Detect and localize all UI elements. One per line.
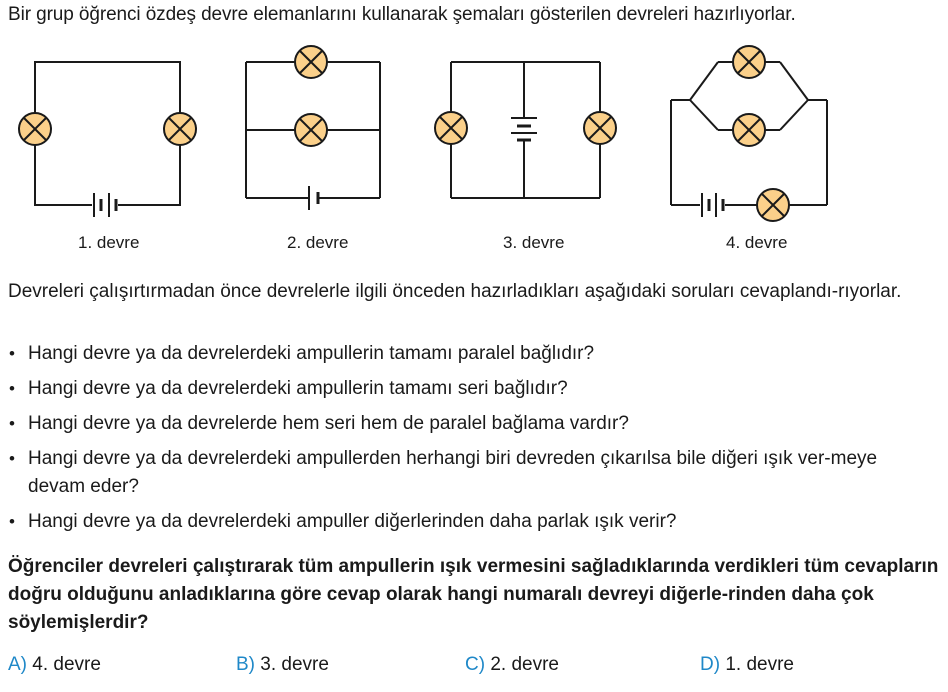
intro-text: Bir grup öğrenci özdeş devre elemanlarını kullanarak şemaları gösterilen devreleri hazırlıyorlar. bbox=[8, 4, 796, 25]
choice-letter: A) bbox=[8, 654, 27, 675]
bulb-icon bbox=[733, 114, 765, 146]
list-item: • Hangi devre ya da devrelerdeki ampullerin tamamı paralel bağlıdır? bbox=[8, 340, 938, 368]
circuit-1-label: 1. devre bbox=[78, 233, 140, 252]
choice-letter: C) bbox=[465, 654, 486, 675]
list-item: • Hangi devre ya da devrelerdeki ampullerin tamamı seri bağlıdır? bbox=[8, 375, 938, 403]
circuit-3 bbox=[451, 62, 600, 198]
battery-icon bbox=[511, 118, 537, 140]
choice-text: 4. devre bbox=[32, 654, 101, 675]
bulb-icon bbox=[295, 114, 327, 146]
choice-c[interactable] bbox=[465, 654, 559, 676]
circuit-diagrams bbox=[0, 40, 948, 230]
choice-text: 3. devre bbox=[260, 654, 329, 675]
choice-text: 1. devre bbox=[725, 654, 794, 675]
bulb-icon bbox=[19, 113, 51, 145]
intro-paragraph: Devreleri çalışırtırmadan önce devrelerle ilgili önceden hazırladıkları aşağıdaki soruları cevaplandı-rıyorlar. bbox=[8, 281, 902, 302]
list-item: • Hangi devre ya da devrelerdeki ampuller diğerlerinden daha parlak ışık verir? bbox=[8, 508, 938, 536]
circuit-1 bbox=[35, 62, 180, 217]
bulb-icon bbox=[584, 112, 616, 144]
battery-icon bbox=[309, 186, 318, 210]
main-question: Öğrenciler devreleri çalıştırarak tüm ampullerin ışık vermesini sağladıklarında verdikleri tüm cevapların doğru olduğunu anladıklarına göre cevap olarak hangi numaralı devreyi diğerle-rinden daha çok söylemişlerdir? bbox=[8, 556, 939, 633]
battery-icon bbox=[94, 193, 116, 217]
choice-text: 2. devre bbox=[490, 654, 559, 675]
bulb-icon bbox=[435, 112, 467, 144]
question-list bbox=[8, 340, 938, 543]
choice-d[interactable] bbox=[700, 654, 794, 676]
list-item: • Hangi devre ya da devrelerde hem seri hem de paralel bağlama vardır? bbox=[8, 410, 938, 438]
bulb-icon bbox=[164, 113, 196, 145]
circuit-4-label: 4. devre bbox=[726, 233, 788, 252]
choice-letter: D) bbox=[700, 654, 721, 675]
choice-a[interactable] bbox=[8, 654, 101, 676]
circuit-3-label: 3. devre bbox=[503, 233, 565, 252]
battery-icon bbox=[702, 193, 723, 217]
choice-b[interactable] bbox=[236, 654, 329, 676]
list-item: • Hangi devre ya da devrelerdeki ampullerden herhangi biri devreden çıkarılsa bile diğeri ışık ver-meye devam eder? bbox=[8, 445, 938, 501]
bulb-icon bbox=[733, 46, 765, 78]
bulb-icon bbox=[757, 189, 789, 221]
circuit-2-label: 2. devre bbox=[287, 233, 349, 252]
choice-letter: B) bbox=[236, 654, 255, 675]
bulb-icon bbox=[295, 46, 327, 78]
